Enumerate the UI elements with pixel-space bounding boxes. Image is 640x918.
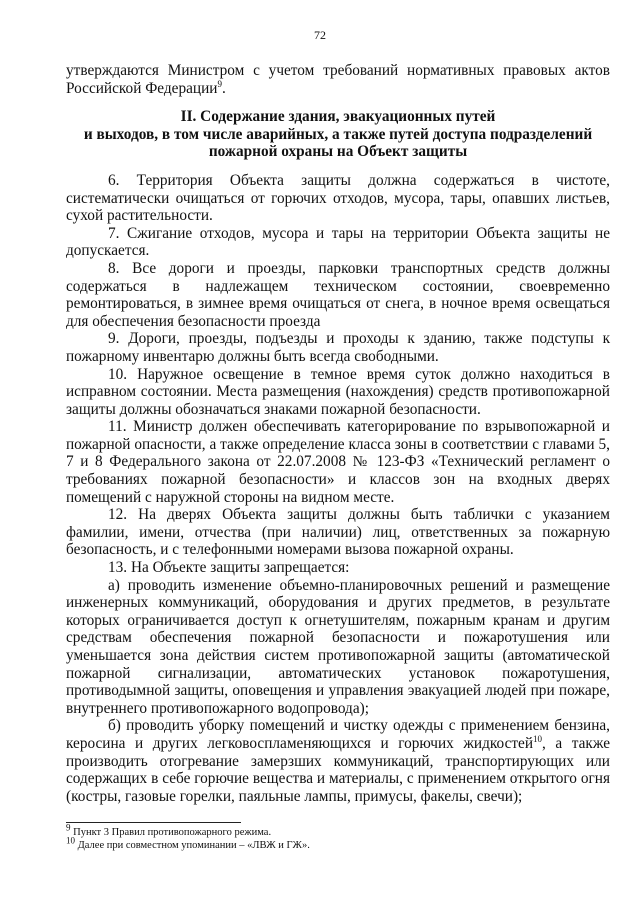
footnote-divider (66, 822, 241, 823)
footnote-10 (66, 835, 610, 852)
paragraph-13a: а) проводить изменение объемно-планировочных решений и размещение инженерных коммуникаций, оборудования и других предметов, в результате которых ограничивается доступ к огнетушителям, пожарным кранам и другим средствам обеспечения пожарной безопасности и пожаротушения или уменьшается зона действия систем противопожарной защиты (автоматической пожарной сигнализации, автоматических установок пожаротушения, противодымной защиты, оповещения и управления эвакуацией людей при пожаре, внутреннего противопожарного водопровода); (66, 576, 610, 717)
document-body (66, 62, 610, 805)
section-heading (66, 108, 610, 161)
paragraph-8: 8. Все дороги и проезды, парковки транспортных средств должны содержаться в надлежащем техническом состоянии, своевременно ремонтироваться, в зимнее время очищаться от снега, в ночное время освещаться для обеспечения безопасности проезда (66, 259, 610, 330)
paragraph-12: 12. На дверях Объекта защиты должны быть таблички с указанием фамилии, имени, отчества (при наличии) лиц, ответственных за пожарную безопасность, и с телефонными номерами вызова пожарной охраны. (66, 506, 610, 559)
lead-end: . (221, 79, 226, 97)
footnote-10-number: 10 (66, 835, 75, 846)
footnote-ref-10: 10 (533, 733, 543, 744)
paragraph-7: 7. Сжигание отходов, мусора и тары на территории Объекта защиты не допускается. (66, 224, 610, 260)
lead-paragraph (66, 62, 610, 97)
footnote-10-text: Далее при совместном упоминании – «ЛВЖ и ГЖ». (77, 840, 310, 851)
page-number: 72 (314, 28, 326, 42)
paragraph-13b-text-2: , а также производить отогревание замерзших коммуникаций, транспортирующих или содержащих в себе горючие вещества и материалы, с применением открытого огня (костры, газовые горелки, паяльные лампы, примусы, факелы, свечи); (66, 734, 610, 805)
paragraph-6: 6. Территория Объекта защиты должна содержаться в чистоте, систематически очищаться от горючих отходов, мусора, тары, опавших листьев, сухой растительности. (66, 171, 610, 225)
footnotes-block (66, 822, 610, 852)
paragraph-11: 11. Министр должен обеспечивать категорирование по взрывопожарной и пожарной опасности, а также определение класса зоны в соответствии с главами 5, 7 и 8 Федерального закона от 22.07.2008 № 123-ФЗ «Технический регламент о требованиях пожарной безопасности» и классов зон на входных дверях помещений с наружной стороны на видном месте. (66, 418, 610, 506)
paragraph-13b (66, 717, 610, 805)
section-heading-line-1: II. Содержание здания, эвакуационных путей (180, 108, 496, 126)
paragraph-10: 10. Наружное освещение в темное время суток должно находиться в исправном состоянии. Места размещения (нахождения) средств противопожарной защиты должны обозначаться знаками пожарной безопасности. (66, 365, 610, 418)
section-heading-line-2: и выходов, в том числе аварийных, а также путей доступа подразделений (83, 125, 593, 143)
paragraph-13b-text-1: б) проводить уборку помещений и чистку одежды с применением бензина, керосина и других легковоспламеняющихся и горючих жидкостей (66, 717, 610, 752)
paragraph-13: 13. На Объекте защиты запрещается: (108, 559, 350, 577)
footnote-9-number: 9 (66, 822, 71, 833)
footnote-ref-9: 9 (217, 78, 222, 89)
footnote-9 (66, 822, 610, 839)
paragraph-9: 9. Дороги, проезды, подъезды и проходы к зданию, также подступы к пожарному инвентарю должны быть всегда свободными. (66, 330, 610, 365)
lead-text: утверждаются Министром с учетом требований нормативных правовых актов Российской Федерации (66, 62, 610, 97)
section-heading-line-3: пожарной охраны на Объект защиты (208, 143, 468, 161)
footnote-9-text: Пункт 3 Правил противопожарного режима. (73, 827, 272, 838)
